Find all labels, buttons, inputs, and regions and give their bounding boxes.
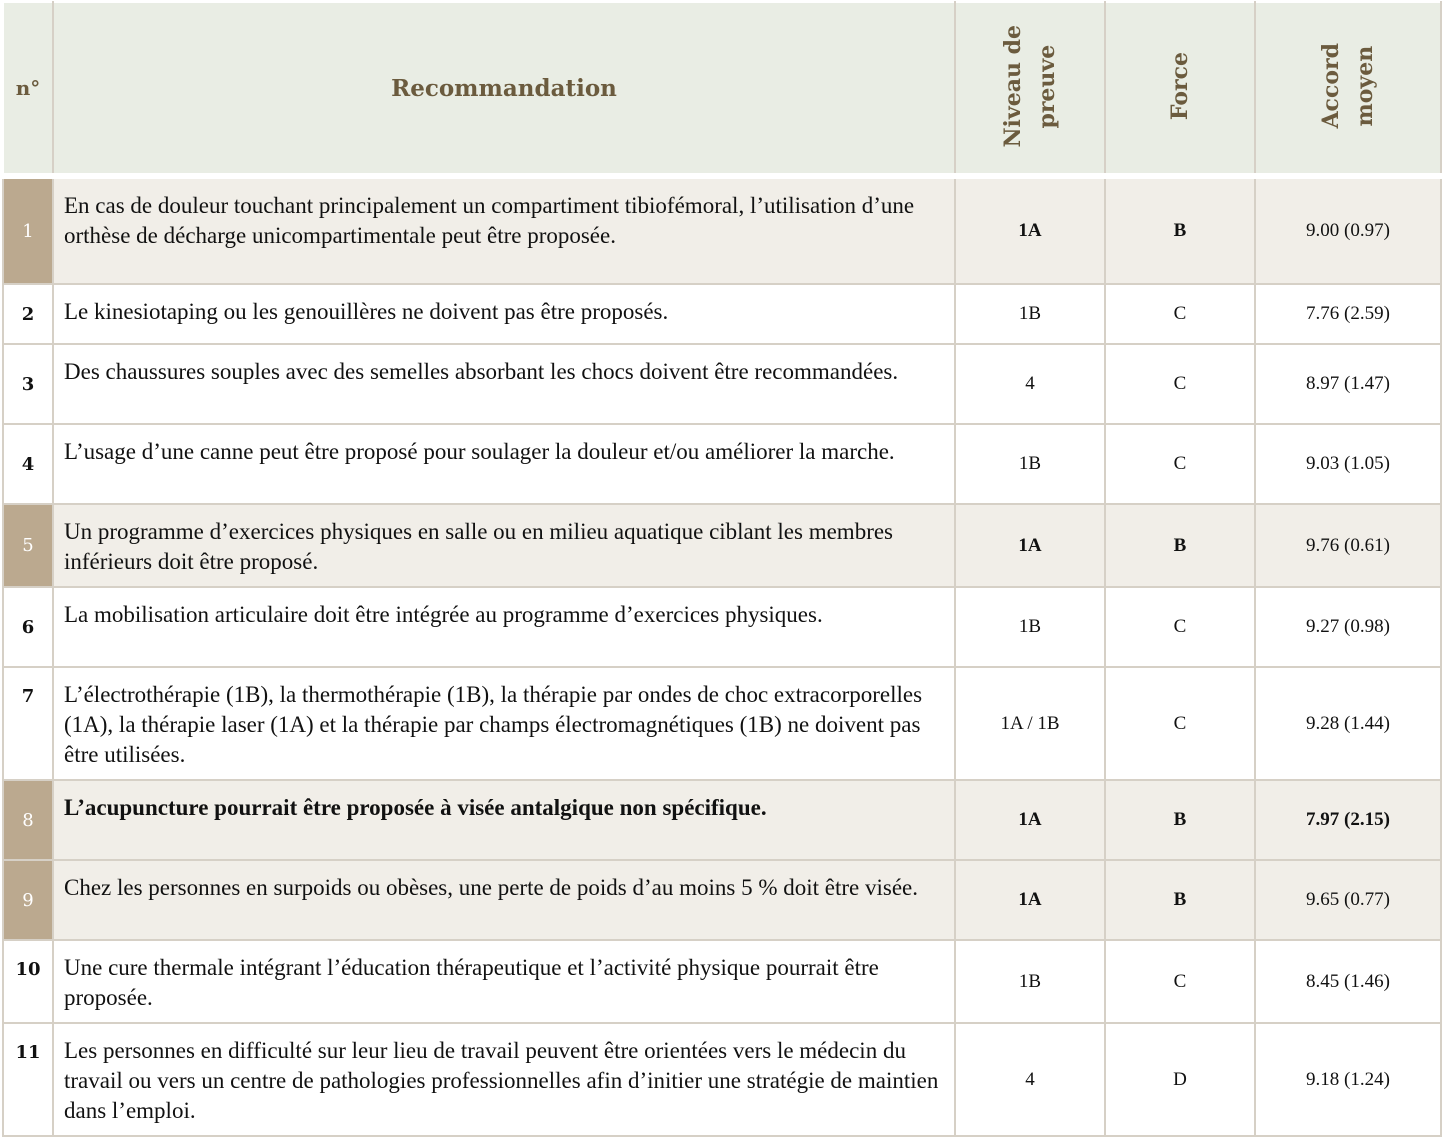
table-row	[3, 667, 1441, 780]
row-accord: 9.65 (0.77)	[1255, 860, 1441, 940]
row-recommandation: Une cure thermale intégrant l’éducation thérapeutique et l’activité physique pourrait être proposée.	[53, 940, 955, 1023]
header-num: n°	[3, 2, 53, 176]
row-accord: 7.97 (2.15)	[1255, 780, 1441, 860]
row-accord: 7.76 (2.59)	[1255, 284, 1441, 344]
table-row	[3, 940, 1441, 1023]
row-recommandation: Un programme d’exercices physiques en salle ou en milieu aquatique ciblant les membres inférieurs doit être proposé.	[53, 504, 955, 587]
row-recommandation: L’électrothérapie (1B), la thermothérapie (1B), la thérapie par ondes de choc extracorporelles (1A), la thérapie laser (1A) et la thérapie par champs électromagnétiques (1B) ne doivent pas être utilisées.	[53, 667, 955, 780]
row-force: C	[1105, 940, 1255, 1023]
row-accord: 9.03 (1.05)	[1255, 424, 1441, 504]
row-recommandation: L’acupuncture pourrait être proposée à visée antalgique non spécifique.	[53, 780, 955, 860]
row-accord: 9.00 (0.97)	[1255, 176, 1441, 284]
row-recommandation: En cas de douleur touchant principalement un compartiment tibiofémoral, l’utilisation d’une orthèse de décharge unicompartimentale peut être proposée.	[53, 176, 955, 284]
table-header-row	[3, 2, 1441, 176]
row-niveau: 1B	[955, 940, 1105, 1023]
row-niveau: 1A	[955, 176, 1105, 284]
row-niveau: 1A	[955, 860, 1105, 940]
row-force: B	[1105, 860, 1255, 940]
header-niveau-line2: preuve	[1034, 44, 1060, 128]
header-accord	[1255, 2, 1441, 176]
row-niveau: 1B	[955, 587, 1105, 667]
row-niveau: 1B	[955, 284, 1105, 344]
row-force: C	[1105, 587, 1255, 667]
row-num: 4	[3, 424, 53, 504]
row-num: 7	[3, 667, 53, 780]
header-niveau	[955, 2, 1105, 176]
row-niveau: 4	[955, 1023, 1105, 1136]
row-num: 2	[3, 284, 53, 344]
row-recommandation: Chez les personnes en surpoids ou obèses, une perte de poids d’au moins 5 % doit être visée.	[53, 860, 955, 940]
table-row	[3, 587, 1441, 667]
header-force	[1105, 2, 1255, 176]
row-force: B	[1105, 176, 1255, 284]
row-force: C	[1105, 344, 1255, 424]
row-accord: 8.97 (1.47)	[1255, 344, 1441, 424]
row-recommandation: Les personnes en difficulté sur leur lieu de travail peuvent être orientées vers le médecin du travail ou vers un centre de pathologies professionnelles afin d’initier une stratégie de maintien dans l’emploi.	[53, 1023, 955, 1136]
row-accord: 8.45 (1.46)	[1255, 940, 1441, 1023]
row-force: B	[1105, 780, 1255, 860]
row-num: 10	[3, 940, 53, 1023]
row-niveau: 1A	[955, 780, 1105, 860]
row-num: 1	[3, 176, 53, 284]
row-niveau: 1A / 1B	[955, 667, 1105, 780]
row-accord: 9.18 (1.24)	[1255, 1023, 1441, 1136]
row-recommandation: La mobilisation articulaire doit être intégrée au programme d’exercices physiques.	[53, 587, 955, 667]
table-row	[3, 176, 1441, 284]
row-accord: 9.27 (0.98)	[1255, 587, 1441, 667]
row-force: D	[1105, 1023, 1255, 1136]
table-row	[3, 504, 1441, 587]
row-num: 6	[3, 587, 53, 667]
row-num: 9	[3, 860, 53, 940]
table-row	[3, 1023, 1441, 1136]
row-niveau: 4	[955, 344, 1105, 424]
header-accord-line2: moyen	[1352, 45, 1378, 127]
table-row	[3, 284, 1441, 344]
recommendations-table	[2, 1, 1442, 1137]
header-recommandation: Recommandation	[53, 2, 955, 176]
row-force: C	[1105, 424, 1255, 504]
row-force: B	[1105, 504, 1255, 587]
table-row	[3, 424, 1441, 504]
header-force-label: Force	[1167, 51, 1193, 121]
row-recommandation: Des chaussures souples avec des semelles absorbant les chocs doivent être recommandées.	[53, 344, 955, 424]
table-row	[3, 780, 1441, 860]
row-force: C	[1105, 284, 1255, 344]
row-recommandation: L’usage d’une canne peut être proposé pour soulager la douleur et/ou améliorer la marche.	[53, 424, 955, 504]
row-num: 11	[3, 1023, 53, 1136]
table-row	[3, 344, 1441, 424]
header-accord-line1: Accord	[1318, 43, 1344, 129]
row-accord: 9.28 (1.44)	[1255, 667, 1441, 780]
row-recommandation: Le kinesiotaping ou les genouillères ne doivent pas être proposés.	[53, 284, 955, 344]
row-num: 3	[3, 344, 53, 424]
row-num: 8	[3, 780, 53, 860]
row-force: C	[1105, 667, 1255, 780]
header-niveau-line1: Niveau de	[1000, 24, 1026, 148]
row-num: 5	[3, 504, 53, 587]
row-niveau: 1A	[955, 504, 1105, 587]
row-niveau: 1B	[955, 424, 1105, 504]
row-accord: 9.76 (0.61)	[1255, 504, 1441, 587]
table-row	[3, 860, 1441, 940]
